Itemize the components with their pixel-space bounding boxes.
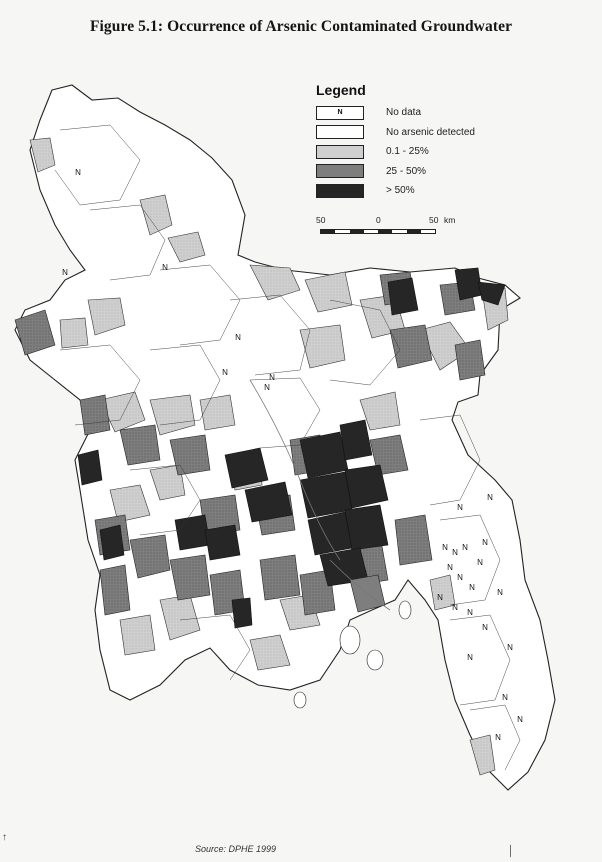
legend-label: No data: [386, 107, 422, 119]
arsenic-map: [0, 60, 602, 840]
no-data-label: N: [162, 263, 168, 272]
no-data-label: N: [502, 693, 508, 702]
legend-label: 25 - 50%: [386, 165, 427, 177]
no-data-label: N: [462, 543, 468, 552]
country-outline: [15, 85, 555, 790]
scale-label-mid: 0: [376, 215, 381, 225]
no-data-label: N: [482, 538, 488, 547]
figure-title: Figure 5.1: Occurrence of Arsenic Contaminated Groundwater: [89, 18, 513, 35]
legend-title: Legend: [316, 82, 366, 98]
no-data-label: N: [235, 333, 241, 342]
no-data-label: N: [517, 715, 523, 724]
no-data-label: N: [487, 493, 493, 502]
no-data-label: N: [447, 563, 453, 572]
no-data-label: N: [477, 558, 483, 567]
no-data-label: N: [222, 368, 228, 377]
no-data-label: N: [469, 583, 475, 592]
no-data-label: N: [467, 608, 473, 617]
scale-unit: km: [444, 215, 456, 225]
no-data-label: N: [507, 643, 513, 652]
legend-label: 0.1 - 25%: [386, 146, 429, 158]
north-arrow-icon: ↑: [2, 832, 7, 843]
corner-tick-icon: │: [508, 846, 515, 857]
no-data-label: N: [62, 268, 68, 277]
no-data-label: N: [467, 653, 473, 662]
scale-label-right: 50: [429, 215, 439, 225]
no-data-label: N: [452, 548, 458, 557]
source-caption: Source: DPHE 1999: [195, 844, 277, 854]
legend-swatch-no-data: N: [316, 106, 364, 120]
no-data-label: N: [482, 623, 488, 632]
no-data-label: N: [437, 593, 443, 602]
no-data-label: N: [75, 168, 81, 177]
no-data-label: N: [497, 588, 503, 597]
no-data-label: N: [452, 603, 458, 612]
no-data-label: N: [264, 383, 270, 392]
no-data-label: N: [442, 543, 448, 552]
no-data-label: N: [457, 503, 463, 512]
no-data-label: N: [495, 733, 501, 742]
scale-label-left: 50: [316, 215, 326, 225]
no-data-label: N: [457, 573, 463, 582]
legend-label: No arsenic detected: [386, 126, 475, 138]
no-data-label: N: [269, 373, 275, 382]
legend-label: > 50%: [386, 185, 415, 197]
